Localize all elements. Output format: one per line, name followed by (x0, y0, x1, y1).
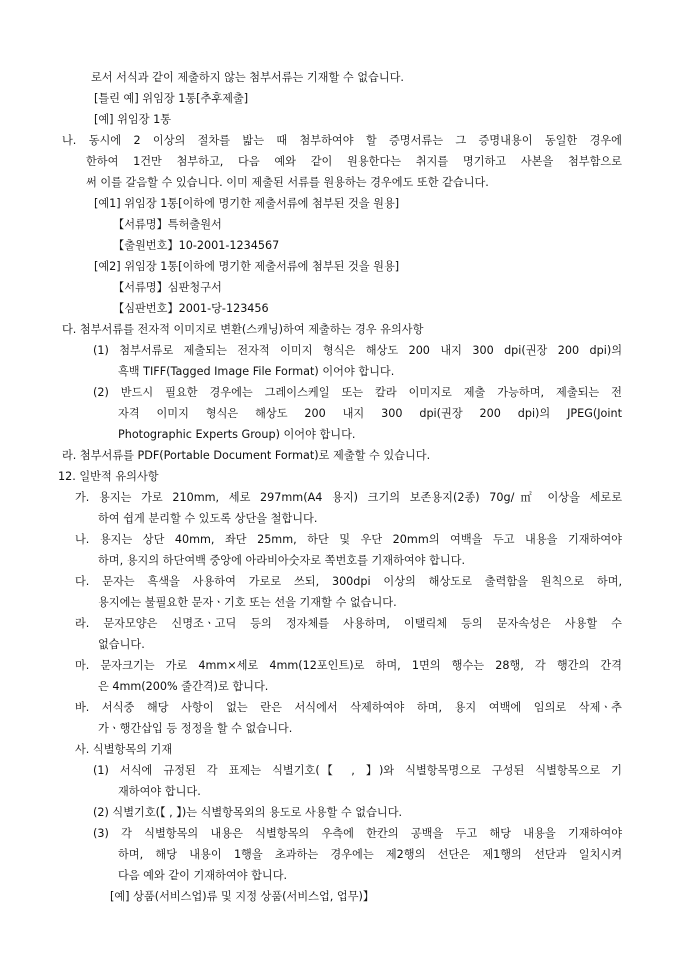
text-line: [예] 상품(서비스업)류 및 지정 상품(서비스업, 업무)】 (110, 890, 375, 903)
text-line: 하여 쉽게 분리할 수 있도록 상단을 철합니다. (98, 512, 318, 525)
text-line: 은 4mm(200% 줄간격)로 합니다. (98, 680, 269, 693)
text-line: 【서류명】심판청구서 (113, 281, 222, 294)
text-line: 가. 용지는 가로 210mm, 세로 297mm(A4 용지) 크기의 보존용지(2종) 70g/㎡ 이상을 세로로 (75, 491, 622, 504)
text-line: 라. 문자모양은 신명조ㆍ고딕 등의 정자체를 사용하며, 이탤릭체 등의 문자속성은 사용할 수 (75, 617, 622, 630)
text-line: (3) 각 식별항목의 내용은 식별항목의 우측에 한칸의 공백을 두고 해당 내용을 기재하여야 (93, 827, 622, 840)
text-line: 【서류명】특허출원서 (113, 218, 222, 231)
text-line: 바. 서식중 해당 사항이 없는 란은 서식에서 삭제하여야 하며, 용지 여백에 임의로 삭제ㆍ추 (75, 701, 622, 714)
text-line: 한하여 1건만 첨부하고, 다음 예와 같이 원용한다는 취지를 명기하고 사본을 첨부함으로 (86, 155, 622, 168)
text-line: (1) 첨부서류로 제출되는 전자적 이미지 형식은 해상도 200 내지 300 dpi(권장 200 dpi)의 (93, 344, 622, 357)
text-line: [예2] 위임장 1통[이하에 명기한 제출서류에 첨부된 것을 원용] (94, 260, 400, 273)
text-line: 용지에는 불필요한 문자ㆍ기호 또는 선을 기재할 수 없습니다. (98, 596, 397, 609)
text-line: 하며, 해당 내용이 1행을 초과하는 경우에는 제2행의 선단은 제1행의 선단과 일치시켜 (118, 848, 622, 861)
text-line: [틀린 예] 위임장 1통[추후제출] (94, 92, 249, 105)
text-line: 없습니다. (98, 638, 145, 651)
text-line: (2) 식별기호(【 , 】)는 식별항목외의 용도로 사용할 수 없습니다. (93, 806, 403, 819)
text-line: 나. 동시에 2 이상의 절차를 밟는 때 첨부하여야 할 증명서류는 그 증명내용이 동일한 경우에 (62, 134, 622, 147)
text-line: 하며, 용지의 하단여백 중앙에 아라비아숫자로 쪽번호를 기재하여야 합니다. (98, 554, 466, 567)
text-line: (2) 반드시 필요한 경우에는 그레이스케일 또는 칼라 이미지로 제출 가능하며, 제출되는 전 (93, 386, 622, 399)
text-line: 흑백 TIFF(Tagged Image File Format) 이어야 합니다. (118, 365, 395, 378)
text-line: 12. 일반적 유의사항 (58, 470, 159, 483)
text-line: 라. 첨부서류를 PDF(Portable Document Format)로 제출할 수 있습니다. (62, 449, 431, 462)
text-line: [예] 위임장 1통 (94, 113, 171, 126)
text-line: 로서 서식과 같이 제출하지 않는 첨부서류는 기재할 수 없습니다. (91, 71, 404, 84)
text-line: [예1] 위임장 1통[이하에 명기한 제출서류에 첨부된 것을 원용] (94, 197, 400, 210)
text-line: 다. 문자는 흑색을 사용하여 가로로 쓰되, 300dpi 이상의 해상도로 출력함을 원칙으로 하며, (75, 575, 622, 588)
text-line: 써 이를 갈음할 수 있습니다. 이미 제출된 서류를 원용하는 경우에도 또한 같습니다. (86, 176, 489, 189)
text-line: 다음 예와 같이 기재하여야 합니다. (118, 869, 288, 882)
text-line: 【심판번호】2001-당-123456 (113, 302, 269, 315)
text-line: (1) 서식에 규정된 각 표제는 식별기호(【 , 】)와 식별항목명으로 구성된 식별항목으로 기 (93, 764, 622, 777)
text-line: 다. 첨부서류를 전자적 이미지로 변환(스캐닝)하여 제출하는 경우 유의사항 (62, 323, 424, 336)
text-line: 【출원번호】10-2001-1234567 (113, 239, 280, 252)
text-line: 자격 이미지 형식은 해상도 200 내지 300 dpi(권장 200 dpi)의 JPEG(Joint (118, 407, 622, 420)
text-line: Photographic Experts Group) 이어야 합니다. (118, 428, 356, 441)
text-line: 나. 용지는 상단 40mm, 좌단 25mm, 하단 및 우단 20mm의 여백을 두고 내용을 기재하여야 (75, 533, 622, 546)
text-line: 재하여야 합니다. (118, 785, 201, 798)
text-line: 마. 문자크기는 가로 4mm×세로 4mm(12포인트)로 하며, 1면의 행수는 28행, 각 행간의 간격 (75, 659, 622, 672)
text-line: 가ㆍ행간삽입 등 정정을 할 수 없습니다. (98, 722, 293, 735)
text-line: 사. 식별항목의 기재 (75, 743, 173, 756)
